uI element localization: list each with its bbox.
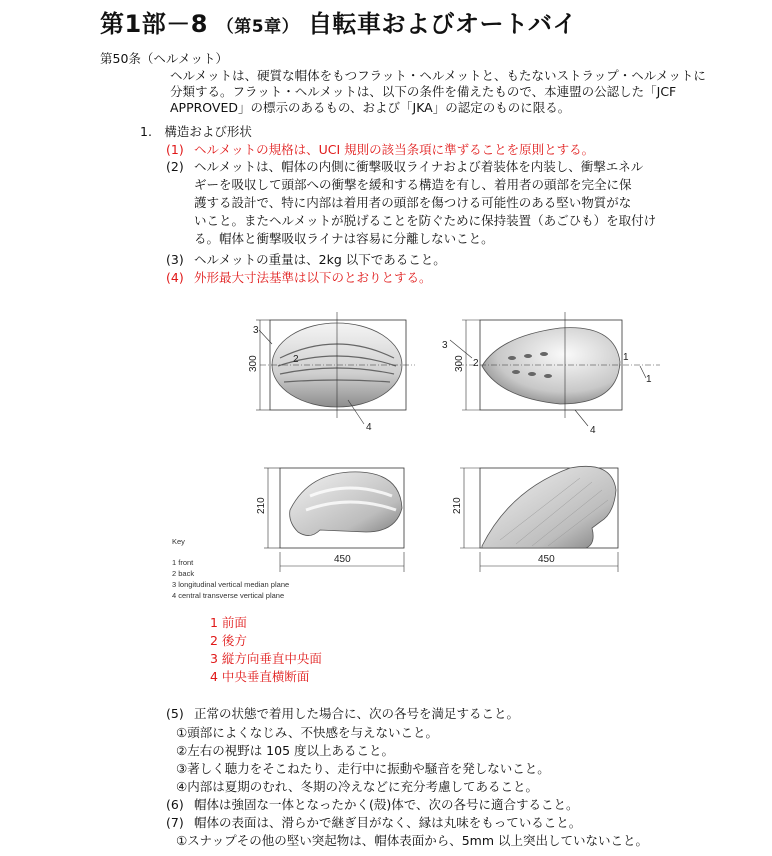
top-view-aero — [442, 312, 660, 436]
sub-item: ①頭部によくなじみ、不快感を与えないこと。 — [176, 725, 438, 740]
intro-line: APPROVED」の標示のあるもの、および「JKA」の認定のものに限る。 — [170, 100, 571, 115]
item-number: (4) — [166, 270, 184, 285]
item7-subitems — [176, 833, 648, 849]
marker-4: 4 — [366, 422, 372, 433]
marker-2: 2 — [473, 358, 479, 369]
page-title — [100, 4, 577, 39]
list-item-4 — [166, 270, 432, 286]
item-number: (7) — [166, 815, 184, 830]
key-item: 3 longitudinal vertical median plane — [172, 580, 290, 589]
dim-side-height-left: 210 — [256, 497, 267, 514]
key-item: 2 back — [172, 569, 195, 578]
marker-3: 3 — [442, 340, 448, 351]
figure-key — [172, 536, 289, 601]
subject-label: 自転車およびオートバイ — [307, 10, 577, 38]
list-item-1 — [166, 142, 594, 158]
section-heading: 1. 構造および形状 — [140, 124, 252, 139]
item-text: ヘルメットの規格は、UCI 規則の該当条項に準ずることを原則とする。 — [194, 142, 595, 157]
marker-1: 1 — [646, 374, 652, 385]
marker-3: 3 — [253, 325, 259, 336]
item-text: る。帽体と衝撃吸収ライナは容易に分離しないこと。 — [194, 231, 494, 246]
item-number: (3) — [166, 252, 184, 267]
item-text: 正常の状態で着用した場合に、次の各号を満足すること。 — [194, 706, 520, 721]
item-text: 帽体は強固な一体となったかく(殻)体で、次の各号に適合すること。 — [194, 797, 579, 812]
legend-item: 3 縦方向垂直中央面 — [210, 651, 322, 666]
item-text: 帽体の表面は、滑らかで継ぎ目がなく、縁は丸味をもっていること。 — [194, 815, 582, 830]
item-number: (5) — [166, 706, 184, 721]
list-item-3 — [166, 252, 446, 268]
legend-item: 1 前面 — [210, 615, 247, 630]
item-text: いこと。またヘルメットが脱げることを防ぐために保持装置（あごひも）を取付け — [194, 213, 657, 228]
dim-side-width-left: 450 — [334, 554, 351, 565]
side-view-aero — [452, 466, 618, 572]
marker-1: 1 — [623, 352, 629, 363]
item-text: ヘルメットは、帽体の内側に衝撃吸収ライナおよび着装体を内装し、衝撃エネル — [194, 159, 644, 174]
intro-line: 分類する。フラット・ヘルメットは、以下の条件を備えたもので、本連盟の公認した「JCF — [170, 84, 677, 99]
item-number: (6) — [166, 797, 184, 812]
list-item-2 — [166, 159, 656, 247]
chapter-label: （第5章） — [216, 17, 300, 37]
part-number: 第1部－8 — [100, 10, 208, 38]
sub-item: ③著しく聴力をそこねたり、走行中に振動や騒音を発しないこと。 — [176, 761, 550, 776]
key-item: 4 central transverse vertical plane — [172, 591, 285, 600]
legend-item: 4 中央垂直横断面 — [210, 669, 310, 684]
list-item-5 — [166, 706, 519, 722]
article-heading: 第50条（ヘルメット） — [100, 51, 229, 66]
marker-4: 4 — [590, 425, 596, 436]
item-number: (1) — [166, 142, 184, 157]
item-text: 外形最大寸法基準は以下のとおりとする。 — [194, 270, 432, 285]
key-item: 1 front — [172, 558, 194, 567]
dim-side-width-right: 450 — [538, 554, 555, 565]
dim-top-height-left: 300 — [248, 355, 259, 372]
dim-side-height-right: 210 — [452, 497, 463, 514]
sub-item: ①スナップその他の堅い突起物は、帽体表面から、5mm 以上突出していないこと。 — [176, 833, 648, 848]
legend-item: 2 後方 — [210, 633, 247, 648]
article-intro — [170, 68, 706, 116]
intro-line: ヘルメットは、硬質な帽体をもつフラット・ヘルメットと、もたないストラップ・ヘルメットに — [170, 68, 706, 83]
key-title: Key — [172, 537, 185, 546]
sub-item: ④内部は夏期のむれ、冬期の冷えなどに充分考慮してあること。 — [176, 779, 538, 794]
sub-item: ②左右の視野は 105 度以上あること。 — [176, 743, 395, 758]
marker-2: 2 — [293, 354, 299, 365]
item-text: ヘルメットの重量は、2kg 以下であること。 — [194, 252, 446, 267]
legend-jp — [210, 614, 322, 686]
item-number: (2) — [166, 159, 184, 174]
list-item-7 — [166, 815, 581, 831]
item-text: 護する設計で、特に内部は着用者の頭部を傷つける可能性のある堅い物質がな — [194, 195, 632, 210]
top-view-vented — [248, 312, 415, 433]
item5-subitems — [176, 724, 550, 796]
dim-top-height-right: 300 — [454, 355, 465, 372]
list-item-6 — [166, 797, 579, 813]
item-text: ギーを吸収して頭部への衝撃を緩和する構造を有し、着用者の頭部を完全に保 — [194, 177, 632, 192]
